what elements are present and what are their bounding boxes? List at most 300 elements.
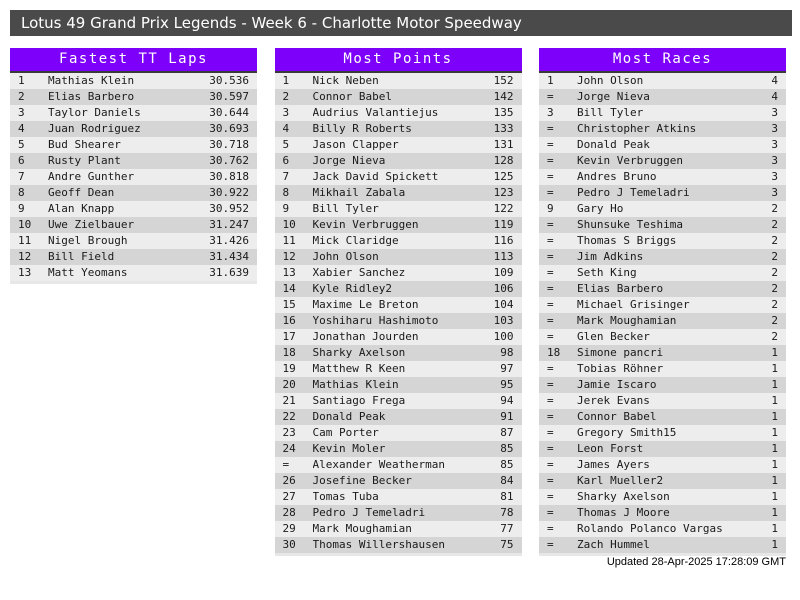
rank-cell: 26	[282, 474, 296, 487]
table-row	[10, 89, 257, 105]
table-row	[275, 345, 522, 361]
rank-cell: 21	[282, 394, 296, 407]
name-cell: Seth King	[577, 266, 637, 279]
rank-cell: 24	[282, 442, 296, 455]
rank-cell: 3	[18, 106, 25, 119]
table-rows-most-points	[275, 73, 522, 556]
rank-cell: 6	[18, 154, 25, 167]
value-cell: 1	[771, 506, 778, 519]
table-rows-most-races	[539, 73, 786, 556]
name-cell: Sharky Axelson	[312, 346, 406, 359]
rank-cell: 5	[18, 138, 25, 151]
table-row	[275, 457, 522, 473]
name-cell: Jorge Nieva	[312, 154, 386, 167]
value-cell: 95	[500, 378, 514, 391]
value-cell: 30.597	[209, 90, 249, 103]
name-cell: Karl Mueller2	[577, 474, 664, 487]
table-row	[539, 73, 786, 89]
rank-cell: 30	[282, 538, 296, 551]
table-row	[539, 361, 786, 377]
name-cell: Rolando Polanco Vargas	[577, 522, 723, 535]
rank-cell: 12	[282, 250, 296, 263]
value-cell: 1	[771, 490, 778, 503]
name-cell: Jim Adkins	[577, 250, 644, 263]
rank-cell: 19	[282, 362, 296, 375]
table-row	[539, 409, 786, 425]
name-cell: Thomas J Moore	[577, 506, 670, 519]
rank-cell: 29	[282, 522, 296, 535]
value-cell: 1	[771, 426, 778, 439]
table-row	[275, 89, 522, 105]
rank-cell: 9	[547, 202, 554, 215]
name-cell: Simone pancri	[577, 346, 664, 359]
rank-cell: =	[547, 170, 554, 183]
table-row	[539, 281, 786, 297]
name-cell: Sharky Axelson	[577, 490, 670, 503]
table-row	[275, 249, 522, 265]
rank-cell: 4	[18, 122, 25, 135]
name-cell: John Olson	[312, 250, 379, 263]
value-cell: 31.434	[209, 250, 249, 263]
value-cell: 84	[500, 474, 514, 487]
table-row	[539, 297, 786, 313]
name-cell: Cam Porter	[312, 426, 379, 439]
table-row	[275, 297, 522, 313]
rank-cell: =	[547, 90, 554, 103]
table-row	[275, 121, 522, 137]
table-row	[539, 393, 786, 409]
table-row	[539, 137, 786, 153]
table-row	[539, 201, 786, 217]
value-cell: 113	[493, 250, 514, 263]
table-row	[275, 73, 522, 89]
value-cell: 77	[500, 522, 514, 535]
table-row	[10, 185, 257, 201]
value-cell: 30.644	[209, 106, 249, 119]
table-row	[10, 121, 257, 137]
table-row	[275, 313, 522, 329]
name-cell: Shunsuke Teshima	[577, 218, 683, 231]
table-row	[10, 217, 257, 233]
name-cell: Zach Hummel	[577, 538, 650, 551]
table-row	[275, 201, 522, 217]
value-cell: 3	[771, 138, 778, 151]
last-updated-text: Updated 28-Apr-2025 17:28:09 GMT	[606, 556, 786, 568]
name-cell: Elias Barbero	[48, 90, 135, 103]
table-row	[539, 441, 786, 457]
name-cell: John Olson	[577, 74, 644, 87]
rank-cell: 20	[282, 378, 296, 391]
table-row	[539, 329, 786, 345]
value-cell: 30.818	[209, 170, 249, 183]
name-cell: Jack David Spickett	[312, 170, 439, 183]
name-cell: Jonathan Jourden	[312, 330, 419, 343]
rank-cell: 11	[18, 234, 32, 247]
value-cell: 125	[493, 170, 514, 183]
rank-cell: =	[547, 298, 554, 311]
rank-cell: 9	[282, 202, 290, 215]
name-cell: Bill Tyler	[312, 202, 379, 215]
table-row	[539, 521, 786, 537]
table-row	[539, 489, 786, 505]
rank-cell: 23	[282, 426, 296, 439]
table-row	[275, 185, 522, 201]
value-cell: 3	[771, 186, 778, 199]
value-cell: 2	[771, 202, 778, 215]
value-cell: 119	[493, 218, 514, 231]
rank-cell: 22	[282, 410, 296, 423]
table-row	[539, 537, 786, 553]
table-most-races	[539, 48, 786, 556]
rank-cell: 9	[18, 202, 25, 215]
table-row	[539, 249, 786, 265]
table-row	[10, 105, 257, 121]
value-cell: 30.536	[209, 74, 249, 87]
table-row	[275, 441, 522, 457]
value-cell: 30.693	[209, 122, 249, 135]
rank-cell: =	[547, 522, 554, 535]
value-cell: 1	[771, 442, 778, 455]
table-row	[275, 409, 522, 425]
rank-cell: =	[547, 394, 554, 407]
name-cell: Kevin Verbruggen	[577, 154, 683, 167]
rank-cell: =	[547, 234, 554, 247]
name-cell: Donald Peak	[577, 138, 650, 151]
name-cell: Connor Babel	[577, 410, 657, 423]
name-cell: Andres Bruno	[577, 170, 657, 183]
name-cell: Kevin Moler	[312, 442, 386, 455]
table-row	[10, 137, 257, 153]
value-cell: 3	[771, 106, 778, 119]
value-cell: 123	[493, 186, 514, 199]
rank-cell: 1	[547, 74, 554, 87]
name-cell: Donald Peak	[312, 410, 386, 423]
name-cell: Mark Moughamian	[577, 314, 677, 327]
name-cell: Christopher Atkins	[577, 122, 697, 135]
table-row	[275, 473, 522, 489]
name-cell: Jerek Evans	[577, 394, 650, 407]
value-cell: 81	[500, 490, 514, 503]
name-cell: Pedro J Temeladri	[577, 186, 690, 199]
name-cell: Taylor Daniels	[48, 106, 141, 119]
table-rows-fastest-tt-laps	[10, 73, 257, 284]
value-cell: 106	[493, 282, 514, 295]
table-row	[275, 265, 522, 281]
value-cell: 3	[771, 170, 778, 183]
value-cell: 104	[493, 298, 514, 311]
name-cell: Andre Gunther	[48, 170, 135, 183]
value-cell: 31.247	[209, 218, 249, 231]
table-row	[539, 345, 786, 361]
table-fastest-tt-laps	[10, 48, 257, 556]
name-cell: Jason Clapper	[312, 138, 399, 151]
rank-cell: 2	[282, 90, 290, 103]
value-cell: 1	[771, 522, 778, 535]
name-cell: Maxime Le Breton	[312, 298, 419, 311]
rank-cell: =	[547, 410, 554, 423]
rank-cell: 12	[18, 250, 32, 263]
name-cell: Josefine Becker	[312, 474, 412, 487]
table-row	[275, 137, 522, 153]
rank-cell: 27	[282, 490, 296, 503]
name-cell: Jamie Iscaro	[577, 378, 657, 391]
rank-cell: =	[547, 314, 554, 327]
name-cell: Mick Claridge	[312, 234, 399, 247]
rank-cell: =	[547, 538, 554, 551]
value-cell: 30.922	[209, 186, 249, 199]
rank-cell: 17	[282, 330, 296, 343]
table-row	[539, 473, 786, 489]
name-cell: Bud Shearer	[48, 138, 121, 151]
name-cell: Thomas Willershausen	[312, 538, 445, 551]
name-cell: Connor Babel	[312, 90, 392, 103]
value-cell: 2	[771, 218, 778, 231]
value-cell: 142	[493, 90, 514, 103]
rank-cell: 2	[18, 90, 25, 103]
name-cell: Xabier Sanchez	[312, 266, 406, 279]
rank-cell: 16	[282, 314, 296, 327]
name-cell: Michael Grisinger	[577, 298, 690, 311]
table-row	[10, 233, 257, 249]
value-cell: 122	[493, 202, 514, 215]
value-cell: 103	[493, 314, 514, 327]
value-cell: 87	[500, 426, 514, 439]
rank-cell: 14	[282, 282, 296, 295]
rank-cell: 8	[18, 186, 25, 199]
rank-cell: 10	[18, 218, 32, 231]
name-cell: Thomas S Briggs	[577, 234, 677, 247]
name-cell: Tomas Tuba	[312, 490, 379, 503]
name-cell: Leon Forst	[577, 442, 644, 455]
name-cell: Matt Yeomans	[48, 266, 128, 279]
name-cell: Alexander Weatherman	[312, 458, 445, 471]
table-row	[539, 185, 786, 201]
name-cell: Mark Moughamian	[312, 522, 412, 535]
value-cell: 4	[771, 90, 778, 103]
rank-cell: =	[547, 282, 554, 295]
value-cell: 91	[500, 410, 514, 423]
value-cell: 75	[500, 538, 514, 551]
value-cell: 2	[771, 250, 778, 263]
value-cell: 116	[493, 234, 514, 247]
value-cell: 135	[493, 106, 514, 119]
rank-cell: 4	[282, 122, 290, 135]
table-header-most-races: Most Races	[539, 48, 786, 73]
value-cell: 31.426	[209, 234, 249, 247]
name-cell: Mathias Klein	[312, 378, 399, 391]
name-cell: Juan Rodriguez	[48, 122, 141, 135]
rank-cell: 3	[282, 106, 290, 119]
table-row	[275, 169, 522, 185]
rank-cell: 10	[282, 218, 296, 231]
table-header-most-points: Most Points	[275, 48, 522, 73]
rank-cell: 13	[18, 266, 32, 279]
rank-cell: =	[547, 490, 554, 503]
rank-cell: =	[547, 122, 554, 135]
name-cell: Kevin Verbruggen	[312, 218, 419, 231]
value-cell: 109	[493, 266, 514, 279]
tables-container	[10, 48, 786, 556]
rank-cell: =	[547, 442, 554, 455]
name-cell: Kyle Ridley2	[312, 282, 392, 295]
rank-cell: =	[547, 186, 554, 199]
rank-cell: 13	[282, 266, 296, 279]
rank-cell: =	[547, 266, 554, 279]
table-row	[539, 377, 786, 393]
table-row	[275, 489, 522, 505]
name-cell: Mathias Klein	[48, 74, 135, 87]
name-cell: Alan Knapp	[48, 202, 115, 215]
rank-cell: 7	[282, 170, 290, 183]
rank-cell: 3	[547, 106, 554, 119]
table-row	[539, 425, 786, 441]
value-cell: 133	[493, 122, 514, 135]
name-cell: Nick Neben	[312, 74, 379, 87]
value-cell: 1	[771, 410, 778, 423]
value-cell: 1	[771, 538, 778, 551]
page-title: Lotus 49 Grand Prix Legends - Week 6 - Charlotte Motor Speedway	[10, 10, 792, 36]
value-cell: 98	[500, 346, 514, 359]
rank-cell: 28	[282, 506, 296, 519]
table-row	[275, 281, 522, 297]
rank-cell: =	[547, 250, 554, 263]
rank-cell: =	[282, 458, 290, 471]
name-cell: Uwe Zielbauer	[48, 218, 135, 231]
value-cell: 100	[493, 330, 514, 343]
table-row	[539, 89, 786, 105]
name-cell: Pedro J Temeladri	[312, 506, 426, 519]
value-cell: 30.718	[209, 138, 249, 151]
value-cell: 1	[771, 362, 778, 375]
table-row	[539, 265, 786, 281]
rank-cell: =	[547, 154, 554, 167]
value-cell: 30.952	[209, 202, 249, 215]
table-row	[539, 457, 786, 473]
table-row	[10, 249, 257, 265]
rank-cell: 15	[282, 298, 296, 311]
table-row	[275, 377, 522, 393]
table-row	[10, 265, 257, 281]
rank-cell: =	[547, 378, 554, 391]
table-row	[539, 105, 786, 121]
value-cell: 31.639	[209, 266, 249, 279]
name-cell: Geoff Dean	[48, 186, 115, 199]
rank-cell: =	[547, 458, 554, 471]
name-cell: Gregory Smith15	[577, 426, 677, 439]
value-cell: 2	[771, 282, 778, 295]
table-row	[275, 105, 522, 121]
value-cell: 1	[771, 458, 778, 471]
table-row	[539, 217, 786, 233]
table-row	[10, 73, 257, 89]
name-cell: James Ayers	[577, 458, 650, 471]
value-cell: 2	[771, 330, 778, 343]
name-cell: Gary Ho	[577, 202, 624, 215]
value-cell: 85	[500, 442, 514, 455]
value-cell: 1	[771, 394, 778, 407]
rank-cell: =	[547, 330, 554, 343]
table-row	[539, 169, 786, 185]
table-row	[539, 505, 786, 521]
value-cell: 78	[500, 506, 514, 519]
table-row	[275, 233, 522, 249]
rank-cell: 8	[282, 186, 290, 199]
rank-cell: 5	[282, 138, 290, 151]
name-cell: Elias Barbero	[577, 282, 664, 295]
table-row	[275, 393, 522, 409]
table-row	[275, 521, 522, 537]
table-row	[275, 329, 522, 345]
table-row	[10, 201, 257, 217]
rank-cell: =	[547, 506, 554, 519]
name-cell: Glen Becker	[577, 330, 650, 343]
value-cell: 30.762	[209, 154, 249, 167]
value-cell: 4	[771, 74, 778, 87]
rank-cell: 1	[282, 74, 290, 87]
rank-cell: =	[547, 138, 554, 151]
table-row	[275, 361, 522, 377]
name-cell: Santiago Frega	[312, 394, 406, 407]
table-most-points	[275, 48, 522, 556]
table-row	[275, 425, 522, 441]
table-row	[539, 153, 786, 169]
rank-cell: 6	[282, 154, 290, 167]
value-cell: 128	[493, 154, 514, 167]
value-cell: 1	[771, 378, 778, 391]
value-cell: 3	[771, 122, 778, 135]
table-row	[275, 505, 522, 521]
rank-cell: =	[547, 362, 554, 375]
rank-cell: =	[547, 218, 554, 231]
value-cell: 97	[500, 362, 514, 375]
table-row	[539, 313, 786, 329]
name-cell: Nigel Brough	[48, 234, 128, 247]
value-cell: 2	[771, 298, 778, 311]
table-row	[275, 153, 522, 169]
table-row	[10, 153, 257, 169]
name-cell: Audrius Valantiejus	[312, 106, 439, 119]
table-header-fastest-tt-laps: Fastest TT Laps	[10, 48, 257, 73]
name-cell: Mikhail Zabala	[312, 186, 406, 199]
name-cell: Bill Field	[48, 250, 115, 263]
value-cell: 1	[771, 346, 778, 359]
name-cell: Bill Tyler	[577, 106, 644, 119]
name-cell: Billy R Roberts	[312, 122, 412, 135]
rank-cell: 18	[282, 346, 296, 359]
value-cell: 85	[500, 458, 514, 471]
value-cell: 94	[500, 394, 514, 407]
table-row	[275, 217, 522, 233]
table-row	[10, 169, 257, 185]
value-cell: 2	[771, 234, 778, 247]
table-row	[539, 233, 786, 249]
name-cell: Jorge Nieva	[577, 90, 650, 103]
value-cell: 1	[771, 474, 778, 487]
name-cell: Tobias Röhner	[577, 362, 664, 375]
rank-cell: =	[547, 474, 554, 487]
name-cell: Matthew R Keen	[312, 362, 406, 375]
value-cell: 152	[493, 74, 514, 87]
rank-cell: 18	[547, 346, 561, 359]
rank-cell: =	[547, 426, 554, 439]
name-cell: Yoshiharu Hashimoto	[312, 314, 439, 327]
rank-cell: 11	[282, 234, 296, 247]
value-cell: 3	[771, 154, 778, 167]
rank-cell: 1	[18, 74, 25, 87]
rank-cell: 7	[18, 170, 25, 183]
value-cell: 2	[771, 314, 778, 327]
value-cell: 131	[493, 138, 514, 151]
